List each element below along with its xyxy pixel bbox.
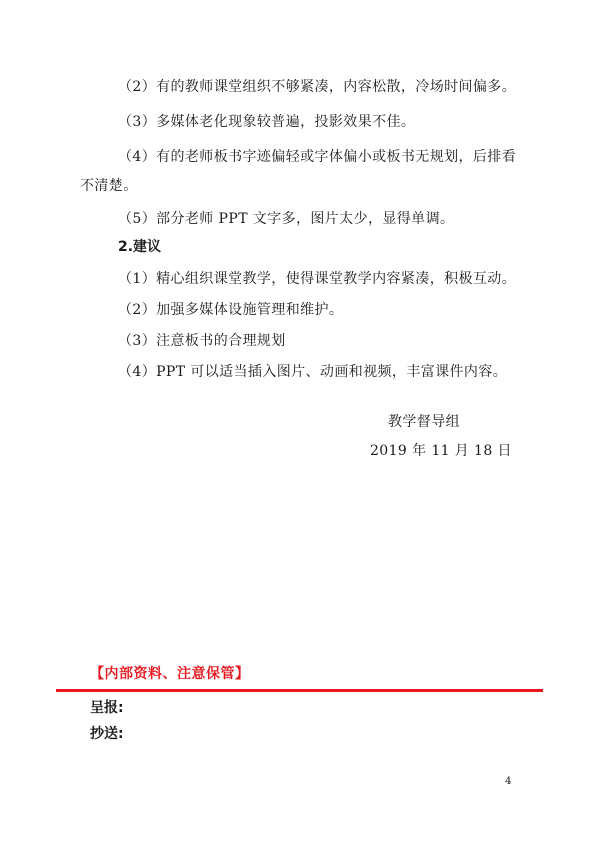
issue-item-4-continued: 不清楚。: [80, 178, 138, 194]
page-number: 4: [505, 776, 512, 787]
suggestion-item-3: （3）注意板书的合理规划: [118, 333, 286, 349]
suggestion-item-4: （4）PPT 可以适当插入图片、动画和视频，丰富课件内容。: [118, 364, 508, 380]
issue-item-3: （3）多媒体老化现象较普遍，投影效果不佳。: [118, 114, 416, 130]
signature-organization: 教学督导组: [388, 414, 460, 430]
suggestion-item-1: （1）精心组织课堂教学，使得课堂教学内容紧凑，积极互动。: [118, 271, 517, 287]
issue-item-2: （2）有的教师课堂组织不够紧凑，内容松散，冷场时间偏多。: [118, 79, 517, 95]
report-to-label: 呈报:: [90, 700, 124, 716]
confidential-notice: 【内部资料、注意保管】: [90, 666, 250, 682]
suggestion-item-2: （2）加强多媒体设施管理和维护。: [118, 302, 344, 318]
suggestions-heading: 2.建议: [118, 239, 162, 255]
issue-item-5: （5）部分老师 PPT 文字多，图片太少，显得单调。: [118, 211, 455, 227]
red-divider: [56, 689, 543, 692]
signature-date: 2019 年 11 月 18 日: [370, 443, 512, 459]
issue-item-4: （4）有的老师板书字迹偏轻或字体偏小或板书无规划，后排看: [118, 149, 517, 165]
cc-label: 抄送:: [90, 726, 124, 742]
